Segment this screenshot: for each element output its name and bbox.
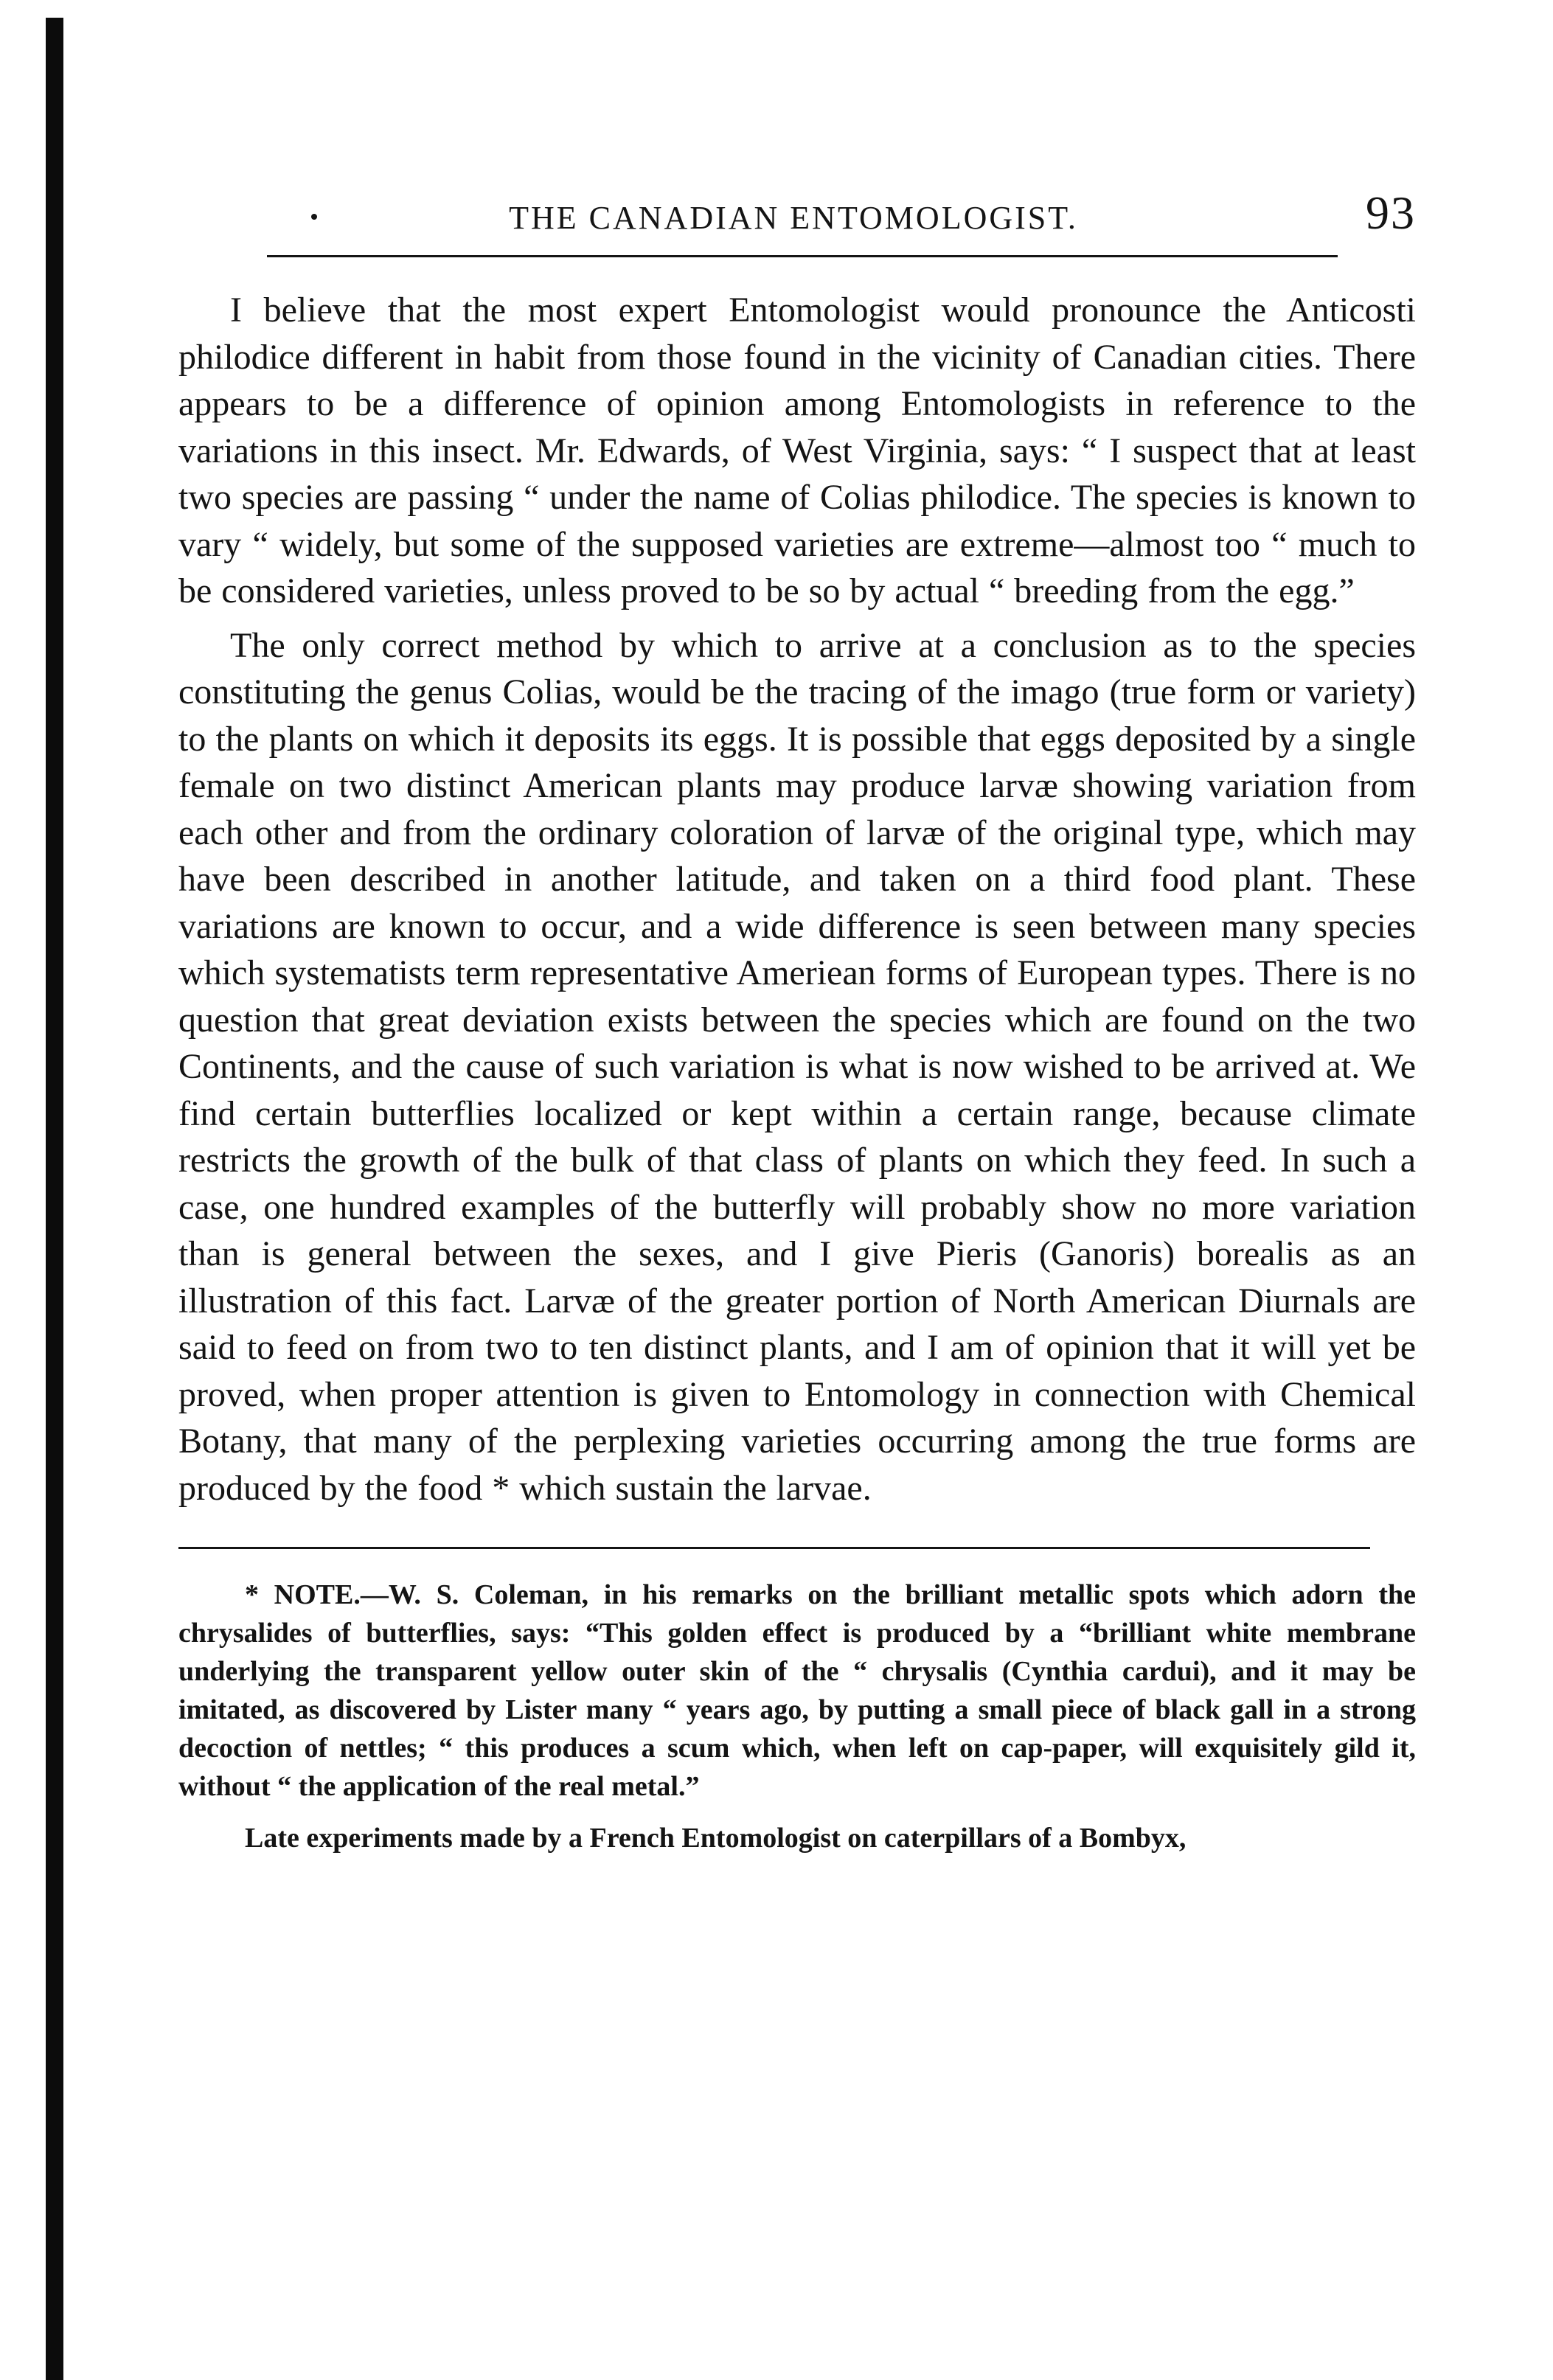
footnote-rule [178, 1547, 1370, 1549]
running-title: THE CANADIAN ENTOMOLOGIST. [509, 200, 1078, 236]
body-text [171, 287, 1416, 1511]
book-spine-shadow [46, 18, 63, 2380]
paragraph-2: The only correct method by which to arrive at a conclusion as to the species constituting the genus Colias, would be the tracing of the imago (true form or variety) to the plants on which it deposits its eggs. It is possible that eggs deposited by a single female on two distinct American plants may produce larvæ showing variation from each other and from the ordinary coloration of larvæ of the original type, which may have been described in another latitude, and taken on a third food plant. These variations are known to occur, and a wide difference is seen between many species which systematists term representative Ameriean forms of European types. There is no question that great deviation exists between the species which are found on the two Continents, and the cause of such variation is what is now wished to be arrived at. We find certain butterflies localized or kept within a certain range, because climate restricts the growth of the bulk of that class of plants on which they feed. In such a case, one hundred examples of the butterfly will probably show no more variation than is general between the sexes, and I give Pieris (Ganoris) borealis as an illustration of this fact. Larvæ of the greater portion of North American Diurnals are said to feed on from two to ten distinct plants, and I am of opinion that it will yet be proved, when proper attention is given to Entomology in connection with Chemical Botany, that many of the perplexing varieties occurring among the true forms are produced by the food * which sustain the larvae. [178, 625, 1416, 1508]
footnotes [171, 1576, 1416, 1857]
paragraph-1: I believe that the most expert Entomologist would pronounce the Anticosti philodice different in habit from those found in the vicinity of Canadian cities. There appears to be a difference of opinion among Entomologists in reference to the variations in this insect. Mr. Edwards, of West Virginia, says: “ I suspect that at least two species are passing “ under the name of Colias philodice. The species is known to vary “ widely, but some of the supposed varieties are extreme—almost too “ much to be considered varieties, unless proved to be so by actual “ breeding from the egg.” [178, 290, 1416, 610]
page [171, 177, 1416, 1857]
page-header [171, 177, 1416, 242]
page-number: 93 [1366, 187, 1416, 239]
header-rule [267, 255, 1338, 257]
footnote-continuation: Late experiments made by a French Entomologist on caterpillars of a Bombyx, [245, 1823, 1187, 1854]
footnote-note: * NOTE.—W. S. Coleman, in his remarks on the brilliant metallic spots which adorn the chrysalides of butterflies, says: “This golden effect is produced by a “brilliant white membrane underlying the transparent yellow outer skin of the “ chrysalis (Cynthia cardui), and it may be imitated, as discovered by Lister many “ years ago, by putting a small piece of black gall in a strong decoction of nettles; “ this produces a scum which, when left on cap-paper, will exquisitely gild it, without “ the application of the real metal.” [178, 1579, 1416, 1802]
